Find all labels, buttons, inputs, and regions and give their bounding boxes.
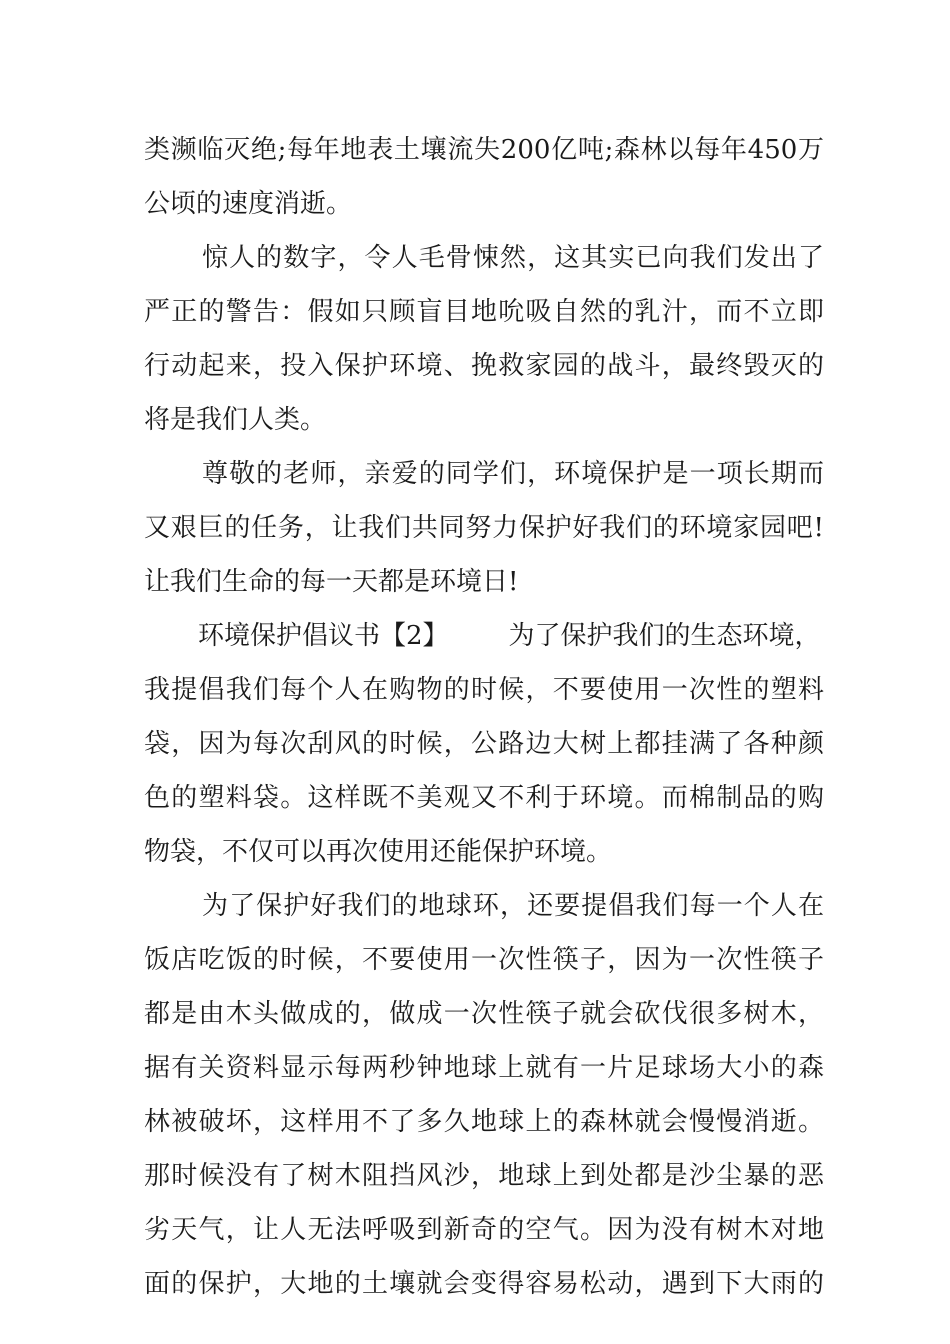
text-line: 林被破坏，这样用不了多久地球上的森林就会慢慢消逝。 bbox=[144, 1107, 824, 1137]
text-line: 行动起来，投入保护环境、挽救家园的战斗，最终毁灭的 bbox=[144, 351, 824, 381]
text-line: 据有关资料显示每两秒钟地球上就有一片足球场大小的森 bbox=[144, 1053, 824, 1083]
text-line: 饭店吃饭的时候，不要使用一次性筷子，因为一次性筷子 bbox=[144, 945, 824, 975]
text-line: 类濒临灭绝;每年地表土壤流失200亿吨;森林以每年450万 bbox=[144, 135, 824, 165]
text-line: 劣天气，让人无法呼吸到新奇的空气。因为没有树木对地 bbox=[144, 1215, 824, 1245]
paragraph-2 bbox=[144, 231, 824, 447]
text-line: 严正的警告：假如只顾盲目地吮吸自然的乳汁，而不立即 bbox=[144, 297, 824, 327]
text-line: 物袋，不仅可以再次使用还能保护环境。 bbox=[144, 837, 613, 867]
text-line: 我提倡我们每个人在购物的时候，不要使用一次性的塑料 bbox=[144, 675, 824, 705]
heading-line bbox=[144, 609, 824, 663]
text-line: 面的保护，大地的土壤就会变得容易松动，遇到下大雨的 bbox=[144, 1269, 824, 1299]
paragraph-4 bbox=[144, 609, 824, 879]
text-line: 又艰巨的任务，让我们共同努力保护好我们的环境家园吧! bbox=[144, 513, 824, 543]
text-line: 都是由木头做成的，做成一次性筷子就会砍伐很多树木， bbox=[144, 999, 824, 1029]
text-line: 色的塑料袋。这样既不美观又不利于环境。而棉制品的购 bbox=[144, 783, 824, 813]
text-line: 让我们生命的每一天都是环境日! bbox=[144, 567, 519, 597]
text-line: 将是我们人类。 bbox=[144, 405, 327, 435]
text-line: 为了保护好我们的地球环，还要提倡我们每一个人在 bbox=[202, 891, 824, 921]
text-line: 袋，因为每次刮风的时候，公路边大树上都挂满了各种颜 bbox=[144, 729, 824, 759]
paragraph-5 bbox=[144, 879, 824, 1311]
section-heading: 环境保护倡议书【2】 bbox=[198, 621, 449, 651]
text-line: 公顷的速度消逝。 bbox=[144, 189, 353, 219]
text-line: 惊人的数字，令人毛骨悚然，这其实已向我们发出了 bbox=[202, 243, 824, 273]
document-body bbox=[144, 123, 824, 1311]
text-line: 那时候没有了树木阻挡风沙，地球上到处都是沙尘暴的恶 bbox=[144, 1161, 824, 1191]
paragraph-1 bbox=[144, 123, 824, 231]
paragraph-3 bbox=[144, 447, 824, 609]
text-line: 尊敬的老师，亲爱的同学们，环境保护是一项长期而 bbox=[202, 459, 824, 489]
heading-line-rest: 为了保护我们的生态环境， bbox=[508, 621, 821, 651]
